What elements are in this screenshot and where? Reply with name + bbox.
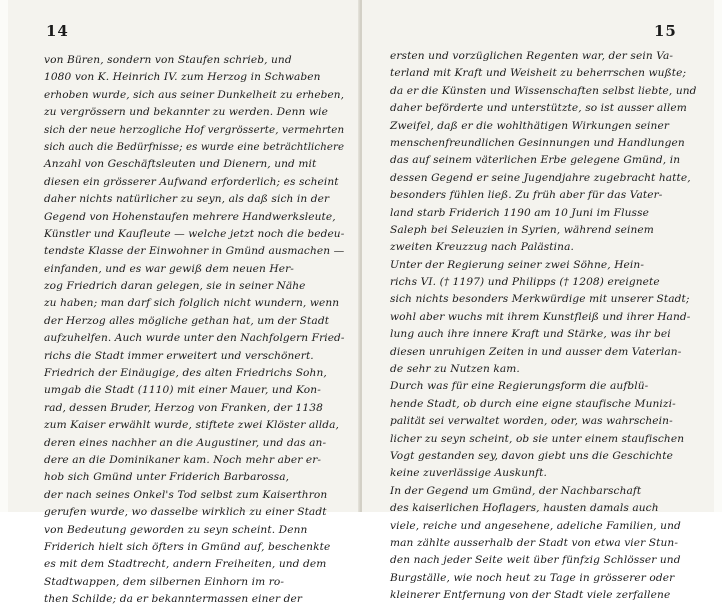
right-text-line: land starb Friderich 1190 am 10 Juni im Flusse <box>390 206 649 219</box>
left-page-text <box>44 52 344 609</box>
left-page-number: 14 <box>46 22 69 40</box>
right-text-line: ersten und vorzüglichen Regenten war, der sein Va- <box>390 50 674 62</box>
left-text-line: Gegend von Hohenstaufen mehrere Handwerksleute, <box>44 210 336 223</box>
left-text-line: sich auch die Bedürfnisse; es wurde eine beträchtlichere <box>44 140 345 153</box>
left-text-line: Künstler und Kaufleute — welche jetzt noch die bedeu- <box>44 227 345 240</box>
right-text-line: Burgställe, wie noch heut zu Tage in grösserer oder <box>390 571 675 584</box>
right-text-line: Unter der Regierung seiner zwei Söhne, Hein- <box>390 258 645 271</box>
right-text-line: das auf seinem väterlichen Erbe gelegene Gmünd, in <box>390 154 681 167</box>
left-text-line: richs die Stadt immer erweitert und verschönert. <box>44 349 314 362</box>
left-text-line: gerufen wurde, wo dasselbe wirklich zu einer Stadt <box>44 506 327 519</box>
right-text-line: des kaiserlichen Hoflagers, hausten damals auch <box>390 502 659 515</box>
left-text-line: von Bedeutung geworden zu seyn scheint. Denn <box>44 523 308 536</box>
left-text-line: umgab die Stadt (1110) mit einer Mauer, und Kon- <box>44 384 321 397</box>
left-text-line: zu haben; man darf sich folglich nicht wundern, wenn <box>44 297 340 310</box>
right-text-line: richs VI. († 1197) und Philipps († 1208) ereignete <box>390 276 660 289</box>
left-text-line: then Schilde; da er bekanntermassen einer der <box>44 593 302 606</box>
right-text-line: menschenfreundlichen Gesinnungen und Handlungen <box>390 136 685 149</box>
left-text-line: dere an die Dominikaner kam. Noch mehr aber er- <box>44 453 322 466</box>
right-text-line: Durch was für eine Regierungsform die aufblü- <box>390 380 649 393</box>
left-text-line: von Büren, sondern von Staufen schrieb, und <box>44 54 292 66</box>
right-text-line: dessen Gegend er seine Jugendjahre zugebracht hatte, <box>390 171 691 184</box>
left-text-line: es mit dem Stadtrecht, andern Freiheiten, und dem <box>44 558 327 571</box>
left-text-line: 1080 von K. Heinrich IV. zum Herzog in Schwaben <box>44 71 321 84</box>
right-text-line: de sehr zu Nutzen kam. <box>390 363 520 376</box>
right-text-line: wohl aber wuchs mit ihrem Kunstfleiß und ihrer Hand- <box>390 310 691 323</box>
right-page <box>362 0 714 602</box>
left-text-line: tendste Klasse der Einwohner in Gmünd ausmachen — <box>44 245 345 258</box>
right-page-text <box>390 48 696 605</box>
right-text-line: hende Stadt, ob durch eine eigne staufische Munizi- <box>390 397 676 410</box>
left-text-line: aufzuhelfen. Auch wurde unter den Nachfolgern Fried- <box>44 332 345 345</box>
left-text-line: zog Friedrich daran gelegen, sie in seiner Nähe <box>44 280 306 293</box>
left-text-line: zu vergrössern und bekannter zu werden. Denn wie <box>44 106 328 119</box>
left-text-line: einfanden, und es war gewiß dem neuen Her- <box>44 262 294 275</box>
right-text-line: In der Gegend um Gmünd, der Nachbarschaft <box>390 484 642 497</box>
left-text-line: der nach seines Onkel's Tod selbst zum Kaiserthron <box>44 488 328 501</box>
right-text-line: zweiten Kreuzzug nach Palästina. <box>390 241 574 254</box>
right-text-line: Vogt gestanden sey, davon giebt uns die Geschichte <box>390 449 673 462</box>
right-text-line: den nach jeder Seite weit über fünfzig Schlösser und <box>390 554 681 567</box>
right-text-line: diesen unruhigen Zeiten in und ausser dem Vaterlan- <box>390 345 682 358</box>
right-text-line: besonders fühlen ließ. Zu früh aber für das Vater- <box>390 189 663 202</box>
right-text-line: kleinerer Entfernung von der Stadt viele zerfallene <box>390 589 671 602</box>
left-text-line: daher nichts natürlicher zu seyn, als daß sich in der <box>44 193 330 206</box>
right-text-line: Saleph bei Seleuzien in Syrien, während seinem <box>390 223 654 236</box>
left-text-line: sich der neue herzogliche Hof vergrösserte, vermehrten <box>44 123 345 136</box>
left-text-line: rad, dessen Bruder, Herzog von Franken, der 1138 <box>44 401 323 414</box>
right-text-line: man zählte ausserhalb der Stadt von etwa vier Stun- <box>390 536 679 549</box>
left-text-line: diesen ein grösserer Aufwand erforderlich; es scheint <box>44 175 339 188</box>
right-text-line: viele, reiche und angesehene, adeliche Familien, und <box>390 519 681 532</box>
right-text-line: terland mit Kraft und Weisheit zu beherrschen wußte; <box>390 67 687 80</box>
left-text-line: hob sich Gmünd unter Friderich Barbarossa, <box>44 471 290 484</box>
right-text-line: lung auch ihre innere Kraft und Stärke, was ihr bei <box>390 328 671 341</box>
left-text-line: erhoben wurde, sich aus seiner Dunkelheit zu erheben, <box>44 88 345 101</box>
right-text-line: licher zu seyn scheint, ob sie unter einem staufischen <box>390 432 685 445</box>
right-text-line: keine zuverlässige Auskunft. <box>390 467 547 480</box>
right-text-line: Zweifel, daß er die wohlthätigen Wirkungen seiner <box>390 119 669 132</box>
left-text-line: der Herzog alles mögliche gethan hat, um der Stadt <box>44 314 330 327</box>
right-text-line: sich nichts besonders Merkwürdige mit unserer Stadt; <box>390 293 690 306</box>
left-page <box>8 0 360 606</box>
right-page-number: 15 <box>654 22 677 40</box>
left-text-line: Stadtwappen, dem silbernen Einhorn im ro- <box>44 575 285 588</box>
left-text-line: zum Kaiser erwählt wurde, stiftete zwei Klöster allda, <box>44 419 339 432</box>
left-text-line: Friderich hielt sich öfters in Gmünd auf, beschenkte <box>44 540 331 553</box>
left-text-line: Anzahl von Geschäftsleuten und Dienern, und mit <box>44 158 317 171</box>
right-text-line: palität sei verwaltet worden, oder, was wahrschein- <box>390 415 673 428</box>
left-text-line: deren eines nachher an die Augustiner, und das an- <box>44 436 327 449</box>
right-text-line: daher beförderte und unterstützte, so ist ausser allem <box>390 102 687 115</box>
left-text-line: Friedrich der Einäugige, des alten Friedrichs Sohn, <box>44 367 327 380</box>
right-text-line: da er die Künsten und Wissenschaften selbst liebte, und <box>390 84 697 97</box>
